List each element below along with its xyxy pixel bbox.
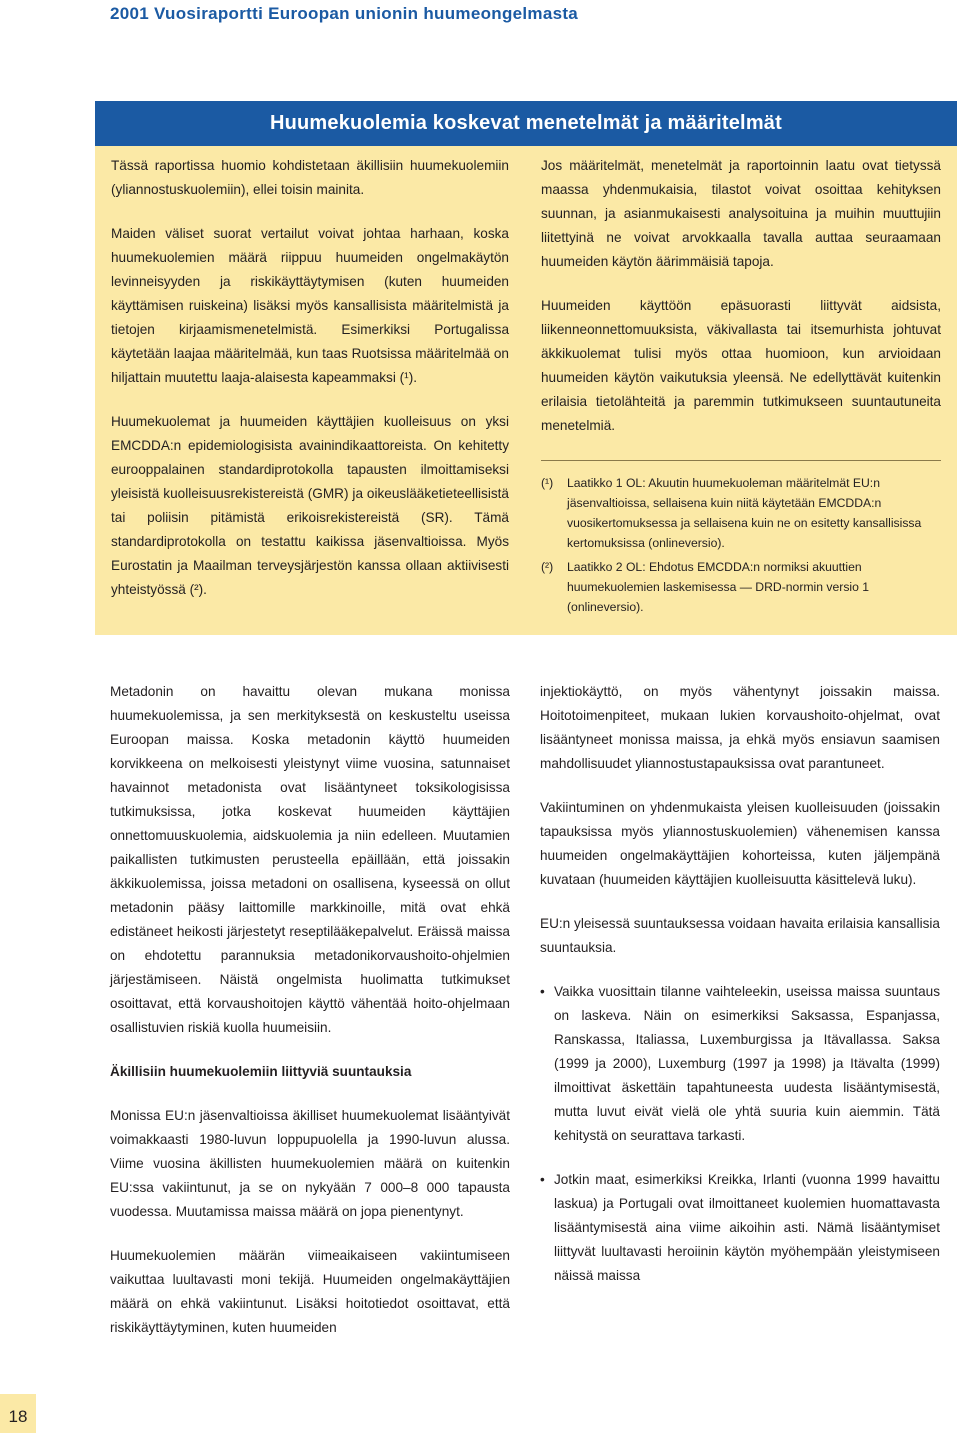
footnote-divider	[541, 460, 941, 461]
list-item-text: Vaikka vuosittain tilanne vaihteleekin, useissa maissa suuntaus on laskeva. Näin on esimerkiksi Saksassa, Espanjassa, Ranskassa, Italiassa, Luxemburgissa ja Itävallassa. Saksa (1999 ja 2000), Luxemburg (1997 ja 1998) ja Itävalta (1999) ilmoittivat äskettäin tapahtuneesta uudesta lisääntymisestä, mutta luvut eivät vielä ole yhtä suuria kuin aiemmin. Tätä kehitystä on seurattava tarkasti.	[554, 984, 940, 1143]
paragraph: injektiokäyttö, on myös vähentynyt joissakin maissa. Hoitotoimenpiteet, mukaan lukien korvaushoito-ohjelmat, ovat lisääntyneet monissa maissa, ja ehkä myös ensiavun saamisen mahdollisuudet yliannostustapauksissa ovat parantuneet.	[540, 684, 940, 771]
paragraph: Huumeiden käyttöön epäsuorasti liittyvät aidsista, liikenneonnettomuuksista, väkivallasta tai itsemurhista johtuvat äkkikuolemat tulisi myös ottaa huomioon, kun arvioidaan huumeiden käytön vaikutuksia yleensä. Ne edellyttävät kuitenkin erilaisia tietolähteitä ja paremmin tutkimukseen suuntautuneita menetelmiä.	[541, 298, 941, 433]
paragraph: Huumekuolemien määrän viimeaikaiseen vakiintumiseen vaikuttaa luultavasti moni tekijä. Huumeiden ongelmakäyttäjien määrä on ehkä vakiintunut. Lisäksi hoitotiedot osoittavat, että riskikäyttäytyminen, kuten huumeiden	[110, 1248, 510, 1335]
paragraph: EU:n yleisessä suuntauksessa voidaan havaita erilaisia kansallisia suuntauksia.	[540, 916, 940, 955]
info-box	[95, 101, 957, 635]
page-number: 18	[0, 1394, 36, 1433]
paragraph: Metadonin on havaittu olevan mukana monissa huumekuolemissa, ja sen merkityksestä on keskusteltu useissa Euroopan maissa. Koska metadonin käyttö huumeiden korvikkeena on melkoisesti yleistynyt viime vuosina, satunnaiset havainnot metadonista ovat lisääntyneet toksikologisissa tutkimuksissa, jotka koskevat huumeiden käyttäjien onnettomuuskuolemia, aidskuolemia ja niin edelleen. Muutamien paikallisten tutkimusten perusteella epäillään, että joissakin äkkikuolemissa, joissa metadoni on osallisena, kyseessä on ollut metadonin pääsy laittomille markkinoille, mitä ovat ehkä edistäneet heikosti järjestetyt reseptilääkepalvelut. Eräissä maissa on ehdotettu parannuksia metadonikorvaushoito-ohjelmien järjestämiseen. Näistä ongelmista huolimatta tutkimukset osoittavat, että korvaushoitojen käyttö vähentää hoito-ohjelmaan osallistuvien riskiä kuolla huumeisiin.	[110, 684, 510, 1035]
paragraph: Jos määritelmät, menetelmät ja raportoinnin laatu ovat tietyssä maassa yhdenmukaisia, tilastot voivat osoittaa kehityksen suunnan, ja asianmukaisesti analysoituina ja muihin muuttujiin liitettyinä ne voivat arvokkaalla tavalla auttaa seuraamaan huumeiden käytön äärimmäisiä tapoja.	[541, 158, 941, 269]
paragraph: Huumekuolemat ja huumeiden käyttäjien kuolleisuus on yksi EMCDDA:n epidemiologisista avainindikaattoreista. On kehitetty eurooppalainen standardiprotokolla tapausten ilmoittamiseksi yleisistä kuolleisuusrekistereistä (GMR) ja oikeuslääketieteellisistä tai poliisin pitämistä erikoisrekistereistä (SR). Tämä standardiprotokolla on testattu kaikissa jäsenvaltioissa. Myös Eurostatin ja Maailman terveysjärjestön kanssa ollaan aktiivisesti yhteistyössä (²).	[111, 414, 509, 597]
list-item	[540, 980, 940, 1148]
footnote-mark: (¹)	[541, 476, 554, 490]
info-box-title: Huumekuolemia koskevat menetelmät ja määritelmät	[269, 112, 782, 134]
bullet-list	[540, 980, 940, 1288]
footnote-mark: (²)	[541, 560, 554, 574]
info-box-title-bar	[95, 101, 957, 146]
list-item-text: Jotkin maat, esimerkiksi Kreikka, Irlanti (vuonna 1999 havaittu laskua) ja Portugali ovat ilmoittaneet kuolemien huomattavasta lisääntymisestä aina viime aikoihin asti. Nämä lisääntymiset liittyvät luultavasti heroiinin käytön myöhempään yleistymiseen näissä maissa	[554, 1172, 940, 1283]
info-box-right-column	[541, 154, 941, 621]
bullet-icon: •	[540, 1172, 545, 1187]
main-left-column	[110, 680, 510, 1360]
footnote	[541, 557, 941, 617]
footnote	[541, 473, 941, 553]
paragraph: Maiden väliset suorat vertailut voivat johtaa harhaan, koska huumekuolemien määrä riippuu huumeiden ongelmakäytön levinneisyyden ja riskikäyttäytymisen (kuten huumeiden käyttämisen ruiskeina) lisäksi myös kansallisista määritelmistä ja tietojen kirjaamismenetelmistä. Esimerkiksi Portugalissa käytetään laajaa määritelmää, kun taas Ruotsissa määritelmää on hiljattain muutettu laaja-alaisesta kapeammaksi (¹).	[111, 226, 509, 385]
bullet-icon: •	[540, 984, 545, 999]
paragraph: Tässä raportissa huomio kohdistetaan äkillisiin huumekuolemiin (yliannostuskuolemiin), ellei toisin mainita.	[111, 158, 509, 197]
footnote-text: Laatikko 1 OL: Akuutin huumekuoleman määritelmät EU:n jäsenvaltioissa, sellaisena kuin niitä käytetään EMCDDA:n vuosikertomuksessa ja sellaisena kuin ne on esitetty kansallisissa kertomuksissa (onlineversio).	[567, 476, 922, 550]
section-subheading: Äkillisiin huumekuolemiin liittyviä suuntauksia	[110, 1064, 412, 1079]
footnote-text: Laatikko 2 OL: Ehdotus EMCDDA:n normiksi akuuttien huumekuolemien laskemisessa — DRD-normin versio 1 (onlineversio).	[567, 560, 870, 614]
paragraph: Vakiintuminen on yhdenmukaista yleisen kuolleisuuden (joissakin tapauksissa myös yliannostuskuolemien) vähenemisen kanssa huumeiden ongelmakäyttäjien kohorteissa, kuten jäljempänä kuvataan (huumeiden käyttäjien kuolleisuutta käsittelevä luku).	[540, 800, 940, 887]
list-item	[540, 1168, 940, 1288]
main-right-column	[540, 680, 940, 1308]
running-header: 2001 Vuosiraportti Euroopan unionin huumeongelmasta	[110, 4, 579, 23]
paragraph: Monissa EU:n jäsenvaltioissa äkilliset huumekuolemat lisääntyivät voimakkaasti 1980-luvun loppupuolella ja 1990-luvun alussa. Viime vuosina äkillisten huumekuolemien määrä on kuitenkin EU:ssa vakiintunut, ja se on nykyään 7 000–8 000 tapausta vuodessa. Muutamissa maissa määrä on jopa pienentynyt.	[110, 1108, 510, 1219]
info-box-left-column	[111, 154, 509, 622]
